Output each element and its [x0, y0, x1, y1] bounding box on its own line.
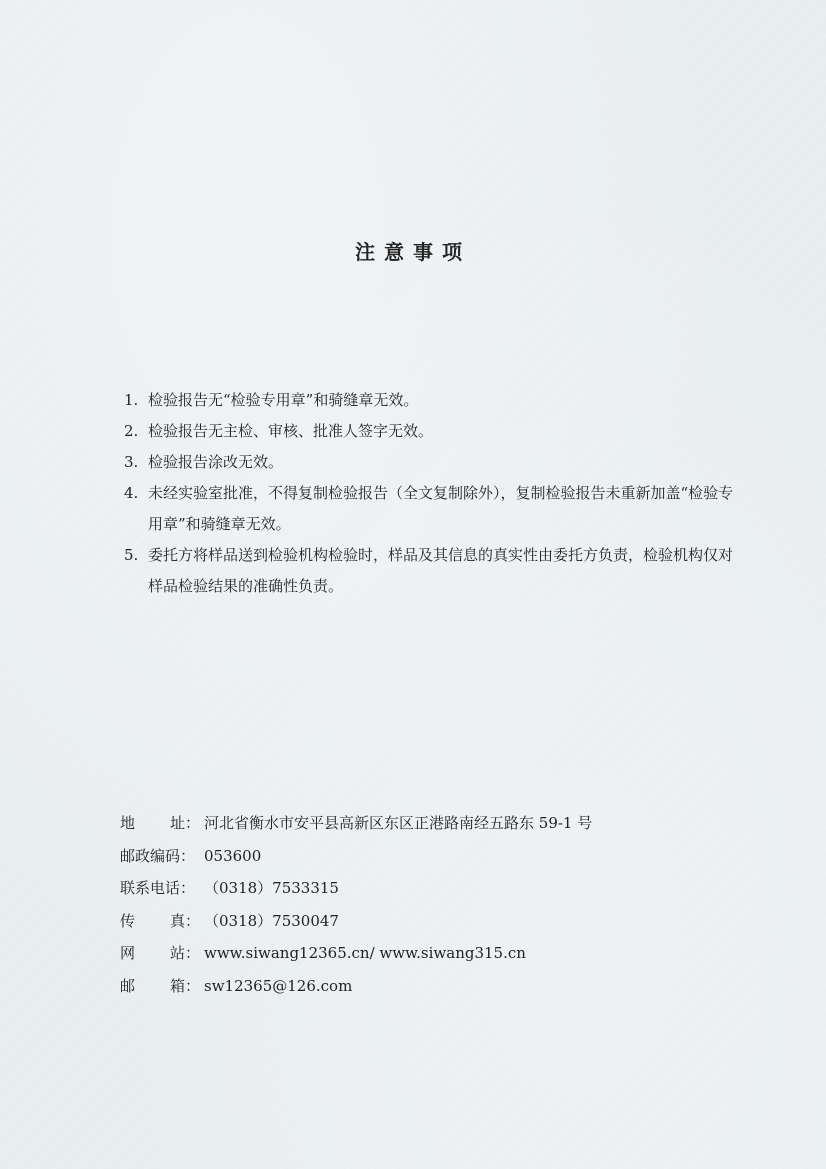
website-value: www.siwang12365.cn/ www.siwang315.cn [204, 944, 526, 962]
notice-item-4 [124, 478, 734, 540]
notice-number: 3. [124, 453, 139, 471]
fax-label [120, 905, 200, 938]
postcode-row [120, 840, 720, 873]
notice-text: 委托方将样品送到检验机构检验时，样品及其信息的真实性由委托方负责，检验机构仅对样品检验结果的准确性负责。 [148, 546, 734, 595]
notice-text: 检验报告无主检、审核、批准人签字无效。 [148, 422, 434, 440]
website-label-char: 网 [120, 944, 136, 962]
notice-text: 检验报告涂改无效。 [148, 453, 284, 471]
address-row [120, 807, 720, 840]
address-label-char: 地 [120, 814, 136, 832]
notice-list [124, 385, 734, 602]
address-label-char: 址： [169, 814, 200, 832]
phone-row [120, 872, 720, 905]
phone-value: （0318）7533315 [204, 879, 339, 897]
notice-item-5 [124, 540, 734, 602]
website-row [120, 937, 720, 970]
notice-number: 5. [124, 546, 139, 564]
notice-number: 4. [124, 484, 139, 502]
address-label [120, 807, 200, 840]
notice-text: 未经实验室批准，不得复制检验报告（全文复制除外），复制检验报告未重新加盖“检验专用章”和骑缝章无效。 [148, 484, 734, 533]
email-row [120, 970, 720, 1003]
phone-label: 联系电话： [120, 879, 196, 897]
email-label [120, 970, 200, 1003]
email-label-char: 箱： [169, 976, 200, 995]
fax-value: （0318）7530047 [204, 911, 339, 930]
fax-label-char: 真： [169, 911, 200, 930]
postcode-label: 邮政编码： [120, 846, 196, 865]
email-value: sw12365@126.com [204, 976, 353, 995]
fax-row [120, 905, 720, 938]
notice-text: 检验报告无“检验专用章”和骑缝章无效。 [148, 391, 419, 409]
notice-number: 1. [124, 391, 139, 409]
address-value: 河北省衡水市安平县高新区东区正港路南经五路东 59-1 号 [204, 814, 593, 832]
postcode-value: 053600 [204, 846, 262, 865]
notice-number: 2. [124, 422, 139, 440]
notice-item-1 [124, 385, 734, 416]
website-label-char: 站： [169, 944, 200, 962]
website-label [120, 937, 200, 970]
contact-info [120, 807, 720, 1002]
notice-item-3 [124, 447, 734, 478]
notice-item-2 [124, 416, 734, 447]
email-label-char: 邮 [120, 976, 136, 995]
fax-label-char: 传 [120, 911, 136, 930]
page-title: 注意事项 [355, 240, 471, 264]
